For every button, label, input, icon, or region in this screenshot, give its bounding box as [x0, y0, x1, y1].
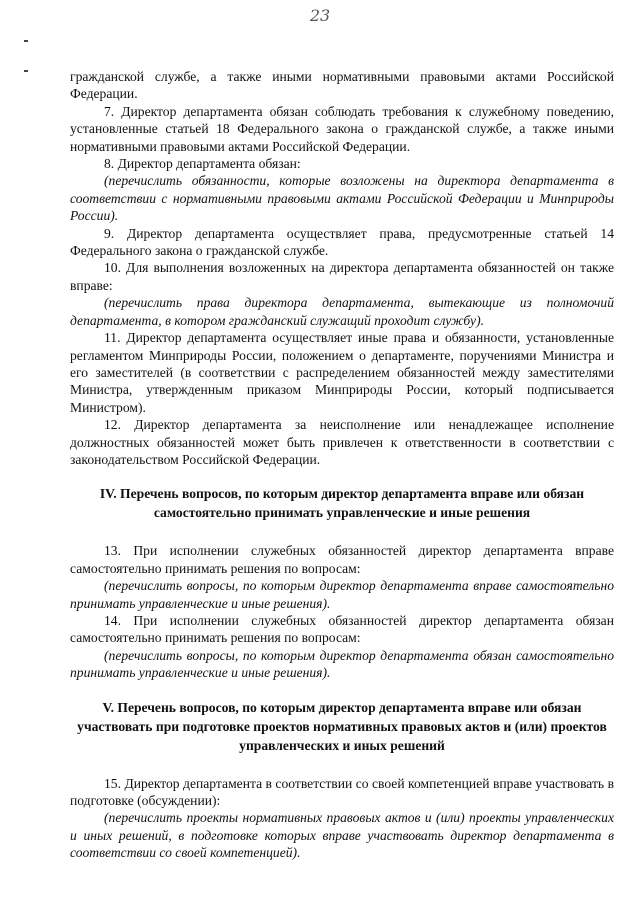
paragraph-13: 13. При исполнении служебных обязанностей директор департамента вправе самостоятельно принимать решения по вопросам: [70, 543, 614, 576]
paragraph-7: 7. Директор департамента обязан соблюдать требования к служебному поведению, установленные статьей 18 Федерального закона о гражданской службе, а также иными нормативными правовыми актами Российской Федерации. [70, 103, 614, 154]
paragraph-14: 14. При исполнении служебных обязанностей директор департамента обязан самостоятельно принимать решения по вопросам: [70, 612, 614, 646]
page-number: 23 [309, 6, 331, 25]
paragraph-9: 9. Директор департамента осуществляет права, предусмотренные статьей 14 Федерального закона о гражданской службе. [70, 225, 614, 259]
paragraph-15: 15. Директор департамента в соответствии со своей компетенцией вправе участвовать в подготовке (обсуждении): [70, 775, 614, 808]
paragraph-12: 12. Директор департамента за неисполнение или ненадлежащее исполнение должностных обязанностей может быть привлечен к ответственности в соответствии с законодательством Российской Федерации. [70, 417, 614, 467]
paragraph-10-note: (перечислить права директора департамента, вытекающие из полномочий департамента, в котором гражданский служащий проходит службу). [70, 295, 614, 328]
paragraph-11: 11. Директор департамента осуществляет иные права и обязанности, установленные регламентом Минприроды России, положением о департаменте, поручениями Министра и его заместителей (в соответствии с распределением обязанностей между заместителями Министра, утвержденным приказом Минприроды России, который подписывается Министром). [70, 330, 614, 415]
scan-mark [24, 40, 28, 42]
paragraph-13-note: (перечислить вопросы, по которым директор департамента вправе самостоятельно принимать управленческие и иные решения). [70, 578, 614, 611]
paragraph-10: 10. Для выполнения возложенных на директора департамента обязанностей он также вправе: [70, 260, 614, 293]
paragraph-15-note: (перечислить проекты нормативных правовых актов и (или) проекты управленческих и иных решений, в подготовке которых вправе участвовать директор департамента в соответствии со своей компетенцией). [70, 810, 614, 861]
scan-mark [24, 70, 28, 72]
paragraph-14-note: (перечислить вопросы, по которым директор департамента обязан самостоятельно принимать управленческие и иные решения). [70, 647, 614, 681]
paragraph-continuation: гражданской службе, а также иными нормативными правовыми актами Российской Федерации. [70, 69, 614, 102]
document-body [70, 68, 614, 862]
section-4-heading: IV. Перечень вопросов, по которым директор департамента вправе или обязан самостоятельно принимать управленческие и иные решения [99, 486, 585, 521]
section-5-heading: V. Перечень вопросов, по которым директор департамента вправе или обязан участвовать при подготовке проектов нормативных правовых актов и (или) проектов управленческих и иных решений [77, 699, 607, 753]
paragraph-8-note: (перечислить обязанности, которые возложены на директора департамента в соответствии с нормативными правовыми актами Российской Федерации и Минприроды России). [70, 173, 614, 224]
paragraph-8: 8. Директор департамента обязан: [104, 156, 301, 172]
